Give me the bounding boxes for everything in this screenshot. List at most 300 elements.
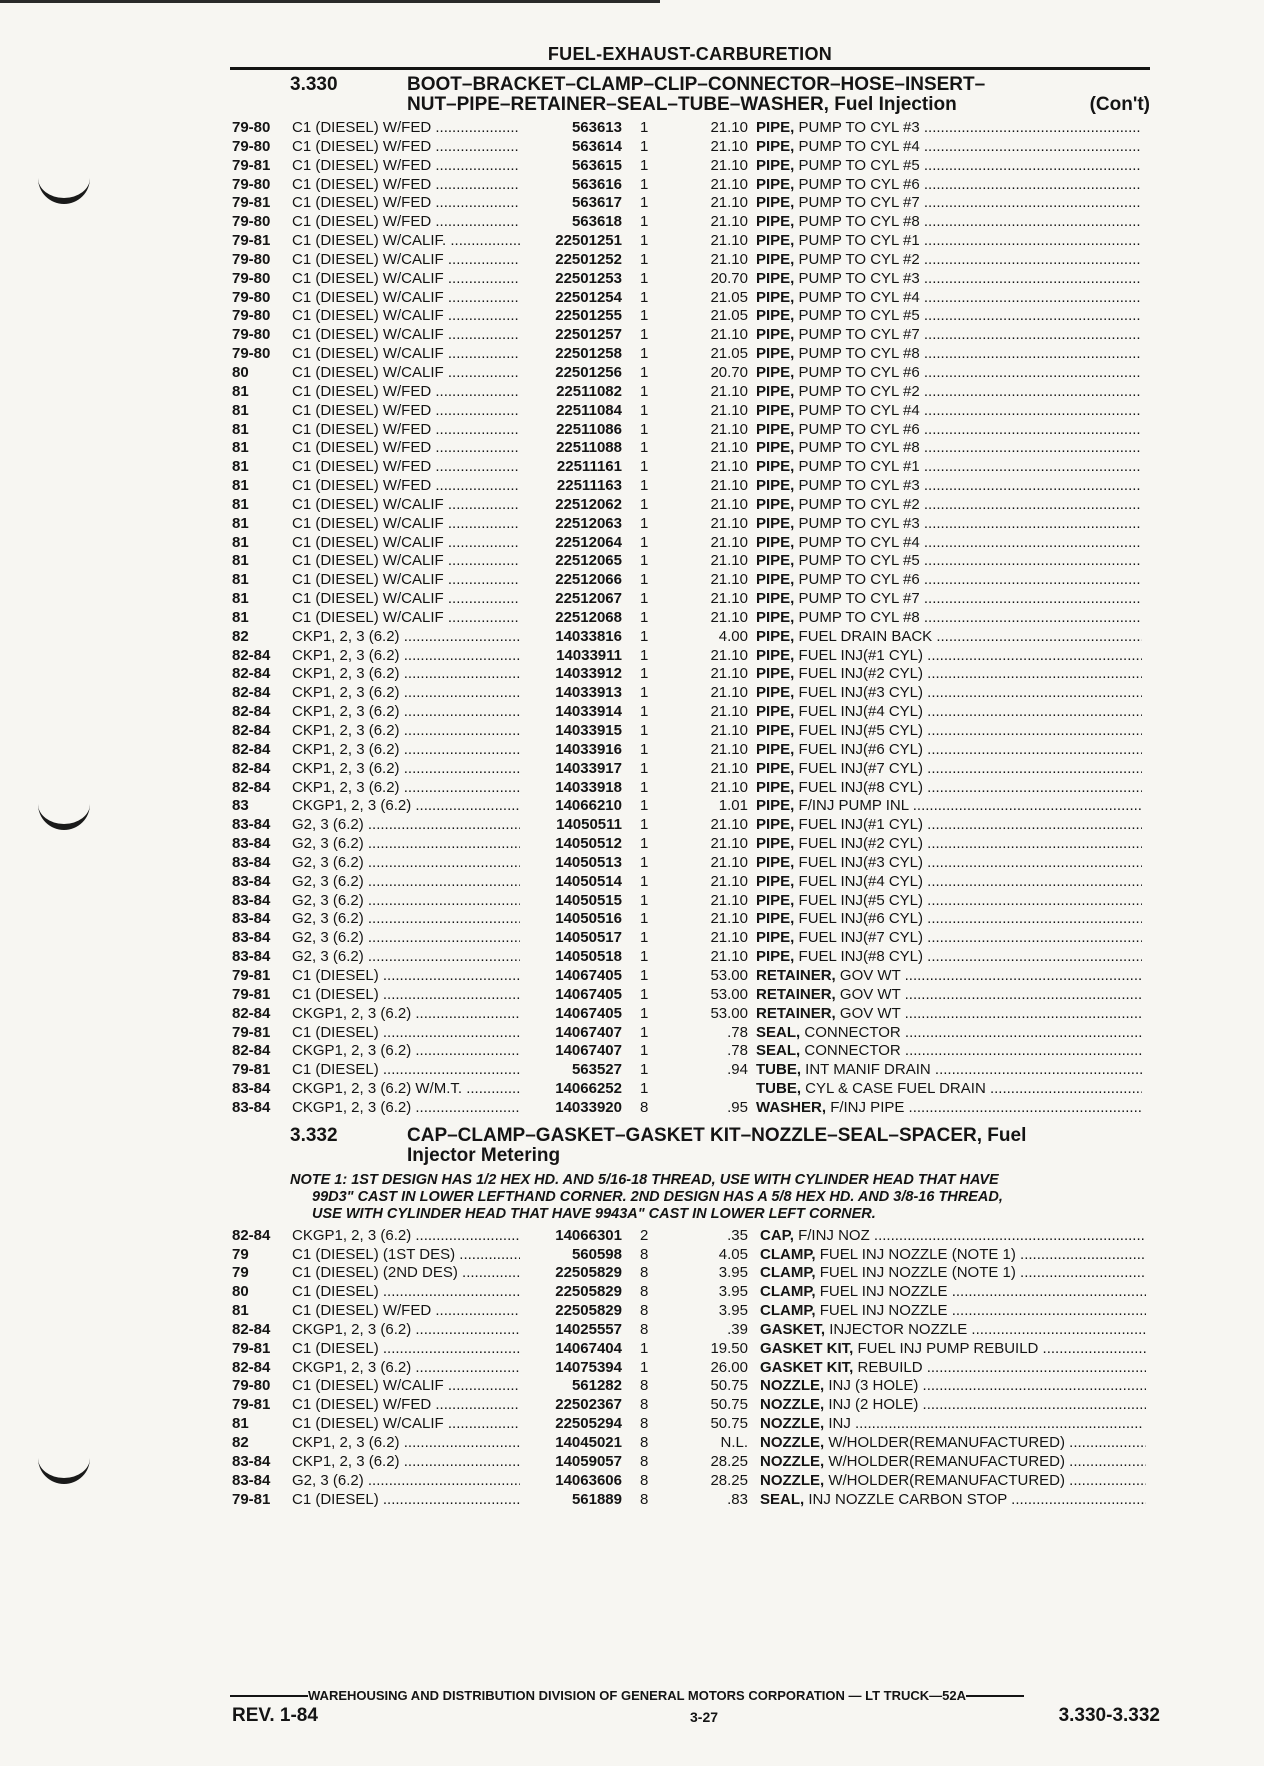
year-cell: 82-84 <box>232 646 271 664</box>
part-detail: PUMP TO CYL #4 <box>798 533 920 551</box>
description-cell <box>756 628 1142 647</box>
model-cell: C1 (DIESEL) W/FED ..... <box>292 477 572 496</box>
part-detail: PUMP TO CYL #3 <box>798 477 920 495</box>
model-cell: C1 (DIESEL) (2ND DES) ..... <box>292 1264 572 1283</box>
price-cell: 21.10 <box>710 948 748 966</box>
punch-hole-middle <box>38 796 90 830</box>
price-cell: 53.00 <box>710 1004 748 1022</box>
part-type: PIPE, <box>756 948 795 966</box>
model-cell: C1 (DIESEL) ..... <box>292 1491 572 1510</box>
part-number-cell: 14045021 <box>520 1434 622 1453</box>
description-cell <box>756 439 1142 458</box>
description-cell <box>756 515 1142 534</box>
part-type: PIPE, <box>756 514 795 532</box>
quantity-cell: 1 <box>640 345 649 363</box>
year-cell: 81 <box>232 533 249 551</box>
part-detail: PUMP TO CYL #4 <box>798 137 920 155</box>
table-row <box>230 1491 1150 1510</box>
description-cell <box>756 496 1142 515</box>
description-cell <box>756 892 1142 911</box>
part-type: CLAMP, <box>760 1264 816 1282</box>
part-number-cell: 14033816 <box>520 628 622 647</box>
description-cell <box>756 383 1142 402</box>
price-cell: N.L. <box>720 1434 748 1451</box>
quantity-cell: 1 <box>640 552 649 570</box>
quantity-cell: 8 <box>640 1264 649 1282</box>
quantity-cell: 8 <box>640 1452 649 1470</box>
part-type: PIPE, <box>756 891 795 909</box>
table-row <box>230 929 1150 948</box>
page-title: FUEL-EXHAUST-CARBURETION <box>547 44 833 64</box>
table-row <box>230 703 1150 722</box>
part-number-cell: 22512062 <box>520 496 622 515</box>
part-number-cell: 563617 <box>520 194 622 213</box>
price-cell: 50.75 <box>710 1415 748 1433</box>
year-cell: 81 <box>232 420 249 438</box>
table-row <box>230 986 1150 1005</box>
model-cell: C1 (DIESEL) W/CALIF ..... <box>292 307 572 326</box>
description-cell <box>756 609 1142 628</box>
quantity-cell: 1 <box>640 307 649 325</box>
price-cell: 3.95 <box>718 1264 748 1282</box>
table-row <box>230 496 1150 515</box>
part-detail: FUEL INJ(#7 CYL) <box>798 759 924 777</box>
part-detail: PUMP TO CYL #4 <box>798 288 920 306</box>
part-type: PIPE, <box>756 363 795 381</box>
description-cell <box>756 647 1142 666</box>
quantity-cell: 1 <box>640 477 649 495</box>
year-cell: 79-81 <box>232 194 271 212</box>
table-row <box>230 439 1150 458</box>
part-detail: FUEL INJ(#8 CYL) <box>798 778 924 796</box>
quantity-cell: 8 <box>640 1377 649 1395</box>
price-cell: 21.10 <box>710 194 748 212</box>
year-cell: 81 <box>232 552 249 570</box>
model-cell: CKGP1, 2, 3 (6.2) ..... <box>292 1005 572 1024</box>
price-cell: .78 <box>727 1023 748 1041</box>
model-cell: CKGP1, 2, 3 (6.2) ..... <box>292 1321 572 1340</box>
part-number-cell: 14066252 <box>520 1080 622 1099</box>
part-detail: PUMP TO CYL #1 <box>798 232 920 250</box>
quantity-cell: 1 <box>640 948 649 966</box>
quantity-cell: 1 <box>640 740 649 758</box>
price-cell: 21.10 <box>710 835 748 853</box>
part-type: PIPE, <box>756 835 795 853</box>
year-cell: 82-84 <box>232 684 271 702</box>
description-cell <box>756 251 1142 270</box>
part-type: PIPE, <box>756 401 795 419</box>
quantity-cell: 1 <box>640 835 649 853</box>
model-cell: C1 (DIESEL) W/CALIF ..... <box>292 1415 572 1434</box>
model-cell: G2, 3 (6.2) ..... <box>292 948 572 967</box>
part-number-cell: 561282 <box>520 1377 622 1396</box>
year-cell: 79-80 <box>232 175 271 193</box>
model-cell: G2, 3 (6.2) ..... <box>292 873 572 892</box>
description-cell <box>756 854 1142 873</box>
header-rule <box>230 67 1150 70</box>
model-cell: C1 (DIESEL) W/FED ..... <box>292 421 572 440</box>
year-cell: 82-84 <box>232 665 271 683</box>
table-row <box>230 1472 1150 1491</box>
part-type: PIPE, <box>756 307 795 325</box>
table-row <box>230 552 1150 571</box>
quantity-cell: 1 <box>640 156 649 174</box>
part-detail: PUMP TO CYL #2 <box>798 495 920 513</box>
description-cell <box>756 458 1142 477</box>
part-type: RETAINER, <box>756 1004 836 1022</box>
part-number-cell: 14067405 <box>520 1005 622 1024</box>
year-cell: 81 <box>232 382 249 400</box>
quantity-cell: 1 <box>640 571 649 589</box>
quantity-cell: 1 <box>640 213 649 231</box>
quantity-cell: 1 <box>640 514 649 532</box>
price-cell: 26.00 <box>710 1358 748 1376</box>
table-row <box>230 1080 1150 1099</box>
part-number-cell: 22511161 <box>520 458 622 477</box>
table-row <box>230 458 1150 477</box>
table-row <box>230 138 1150 157</box>
description-cell <box>756 1099 1142 1118</box>
table-row <box>230 892 1150 911</box>
year-cell: 81 <box>232 608 249 626</box>
price-cell: .95 <box>727 1098 748 1116</box>
description-cell <box>756 929 1142 948</box>
part-detail: GOV WT <box>839 985 901 1003</box>
model-cell: C1 (DIESEL) ..... <box>292 1283 572 1302</box>
table-row <box>230 213 1150 232</box>
part-number-cell: 22505829 <box>520 1264 622 1283</box>
price-cell: .94 <box>727 1061 748 1079</box>
quantity-cell: 1 <box>640 703 649 721</box>
price-cell: 53.00 <box>710 985 748 1003</box>
description-cell <box>756 873 1142 892</box>
part-detail: INJECTOR NOZZLE <box>829 1320 968 1338</box>
table-row <box>230 628 1150 647</box>
model-cell: C1 (DIESEL) W/FED ..... <box>292 383 572 402</box>
price-cell: .39 <box>727 1320 748 1338</box>
part-detail: PUMP TO CYL #6 <box>798 175 920 193</box>
description-cell <box>760 1472 1146 1491</box>
description-cell <box>756 571 1142 590</box>
part-type: PIPE, <box>756 288 795 306</box>
part-number-cell: 14033916 <box>520 741 622 760</box>
model-cell: C1 (DIESEL) W/CALIF ..... <box>292 496 572 515</box>
part-detail: W/HOLDER(REMANUFACTURED) <box>828 1434 1066 1451</box>
year-cell: 83-84 <box>232 1471 271 1489</box>
part-type: RETAINER, <box>756 966 836 984</box>
table-row <box>230 1321 1150 1340</box>
model-cell: C1 (DIESEL) W/FED ..... <box>292 157 572 176</box>
part-number-cell: 22501256 <box>520 364 622 383</box>
description-cell <box>756 779 1142 798</box>
year-cell: 83 <box>232 797 249 815</box>
price-cell: 4.05 <box>718 1245 748 1263</box>
model-cell: C1 (DIESEL) W/CALIF ..... <box>292 326 572 345</box>
model-cell: C1 (DIESEL) ..... <box>292 1024 572 1043</box>
year-cell: 79-80 <box>232 307 271 325</box>
model-cell: C1 (DIESEL) W/FED ..... <box>292 119 572 138</box>
table-row <box>230 383 1150 402</box>
part-number-cell: 14033917 <box>520 760 622 779</box>
part-number-cell: 22501258 <box>520 345 622 364</box>
description-cell <box>756 402 1142 421</box>
quantity-cell: 1 <box>640 495 649 513</box>
quantity-cell: 8 <box>640 1415 649 1433</box>
scan-top-edge <box>0 0 660 3</box>
description-cell <box>760 1415 1146 1434</box>
part-type: SEAL, <box>756 1042 801 1060</box>
part-type: PIPE, <box>756 910 795 928</box>
part-type: PIPE, <box>756 590 795 608</box>
quantity-cell: 1 <box>640 382 649 400</box>
year-cell: 79-81 <box>232 966 271 984</box>
price-cell: 21.10 <box>710 590 748 608</box>
section-title-line2: NUT–PIPE–RETAINER–SEAL–TUBE–WASHER, Fuel Injection (Con't) <box>407 94 1150 115</box>
table-row <box>230 1340 1150 1359</box>
model-cell: C1 (DIESEL) ..... <box>292 986 572 1005</box>
section-number: 3.330 <box>290 74 338 95</box>
part-number-cell: 563615 <box>520 157 622 176</box>
table-row <box>230 1434 1150 1453</box>
part-type: SEAL, <box>756 1023 801 1041</box>
note-line: USE WITH CYLINDER HEAD THAT HAVE 9943A" CAST IN LOWER LEFT CORNER. <box>312 1205 876 1222</box>
table-row <box>230 609 1150 628</box>
table-row <box>230 816 1150 835</box>
model-cell: G2, 3 (6.2) ..... <box>292 929 572 948</box>
year-cell: 79-81 <box>232 232 271 250</box>
part-number-cell: 14059057 <box>520 1453 622 1472</box>
note-1 <box>290 1172 1150 1223</box>
part-detail: FUEL INJ PUMP REBUILD <box>857 1339 1039 1357</box>
year-cell: 83-84 <box>232 929 271 947</box>
part-detail: REBUILD <box>857 1358 923 1376</box>
year-cell: 82-84 <box>232 1042 271 1060</box>
quantity-cell: 1 <box>640 590 649 608</box>
price-cell: .78 <box>727 1042 748 1060</box>
part-type: PIPE, <box>756 571 795 589</box>
year-cell: 83-84 <box>232 835 271 853</box>
quantity-cell: 1 <box>640 891 649 909</box>
price-cell: 3.95 <box>718 1283 748 1301</box>
quantity-cell: 1 <box>640 985 649 1003</box>
part-detail: CONNECTOR <box>804 1042 901 1060</box>
part-number-cell: 14033912 <box>520 665 622 684</box>
part-type: PIPE, <box>756 853 795 871</box>
part-number-cell: 563616 <box>520 176 622 195</box>
part-type: PIPE, <box>756 778 795 796</box>
part-type: PIPE, <box>756 929 795 947</box>
year-cell: 79-81 <box>232 1396 271 1414</box>
part-detail: PUMP TO CYL #7 <box>798 326 920 344</box>
part-number-cell: 560598 <box>520 1246 622 1265</box>
description-cell <box>760 1246 1146 1265</box>
quantity-cell: 1 <box>640 1339 649 1357</box>
table-row <box>230 1042 1150 1061</box>
part-type: RETAINER, <box>756 985 836 1003</box>
part-detail: FUEL INJ NOZZLE (NOTE 1) <box>819 1245 1016 1263</box>
part-type: CAP, <box>760 1226 794 1244</box>
part-number-cell: 22501252 <box>520 251 622 270</box>
price-cell: 21.10 <box>710 119 748 136</box>
part-type: CLAMP, <box>760 1302 816 1320</box>
year-cell: 82 <box>232 627 249 645</box>
part-number-cell: 563613 <box>520 119 622 138</box>
description-cell <box>756 1080 1142 1099</box>
part-type: NOZZLE, <box>760 1471 825 1489</box>
description-cell <box>756 722 1142 741</box>
year-cell: 81 <box>232 495 249 513</box>
part-type: PIPE, <box>756 156 795 174</box>
price-cell: 21.10 <box>710 477 748 495</box>
part-type: PIPE, <box>756 608 795 626</box>
table-row <box>230 722 1150 741</box>
section-title-line1: CAP–CLAMP–GASKET–GASKET KIT–NOZZLE–SEAL–SPACER, Fuel <box>407 1124 1027 1146</box>
part-detail: GOV WT <box>839 966 901 984</box>
description-cell <box>760 1377 1146 1396</box>
part-number-cell: 14033914 <box>520 703 622 722</box>
description-cell <box>756 345 1142 364</box>
catalog-page <box>230 44 1150 1509</box>
model-cell: C1 (DIESEL) ..... <box>292 1061 572 1080</box>
table-row <box>230 270 1150 289</box>
year-cell: 81 <box>232 590 249 608</box>
year-cell: 81 <box>232 439 249 457</box>
part-number-cell: 14050515 <box>520 892 622 911</box>
part-detail: PUMP TO CYL #5 <box>798 307 920 325</box>
quantity-cell: 1 <box>640 722 649 739</box>
model-cell: CKGP1, 2, 3 (6.2) ..... <box>292 1359 572 1378</box>
quantity-cell: 8 <box>640 1490 649 1508</box>
table-row <box>230 1264 1150 1283</box>
part-detail: FUEL INJ(#5 CYL) <box>798 722 924 739</box>
description-cell <box>756 270 1142 289</box>
price-cell: 28.25 <box>710 1452 748 1470</box>
description-cell <box>760 1283 1146 1302</box>
part-detail: FUEL INJ(#1 CYL) <box>798 816 924 834</box>
table-row <box>230 910 1150 929</box>
description-cell <box>756 816 1142 835</box>
quantity-cell: 1 <box>640 269 649 287</box>
part-type: PIPE, <box>756 232 795 250</box>
part-number-cell: 14033920 <box>520 1099 622 1118</box>
model-cell: C1 (DIESEL) W/FED ..... <box>292 1396 572 1415</box>
table-row <box>230 534 1150 553</box>
table-row <box>230 571 1150 590</box>
quantity-cell: 1 <box>640 966 649 984</box>
part-detail: PUMP TO CYL #2 <box>798 382 920 400</box>
part-detail: PUMP TO CYL #1 <box>798 458 920 476</box>
table-row <box>230 873 1150 892</box>
parts-table-3330 <box>230 119 1150 1118</box>
quantity-cell: 1 <box>640 232 649 250</box>
price-cell: 21.10 <box>710 250 748 268</box>
part-number-cell: 14067404 <box>520 1340 622 1359</box>
year-cell: 82 <box>232 1434 249 1451</box>
price-cell: 21.10 <box>710 156 748 174</box>
model-cell: C1 (DIESEL) W/CALIF ..... <box>292 534 572 553</box>
year-cell: 83-84 <box>232 816 271 834</box>
table-row <box>230 421 1150 440</box>
part-type: PIPE, <box>756 420 795 438</box>
part-type: PIPE, <box>756 477 795 495</box>
quantity-cell: 8 <box>640 1245 649 1263</box>
part-detail: PUMP TO CYL #3 <box>798 119 920 136</box>
table-row <box>230 1396 1150 1415</box>
year-cell: 82-84 <box>232 722 271 739</box>
description-cell <box>756 119 1142 138</box>
part-number-cell: 14050518 <box>520 948 622 967</box>
part-type: PIPE, <box>756 213 795 231</box>
model-cell: C1 (DIESEL) W/FED ..... <box>292 213 572 232</box>
part-detail: PUMP TO CYL #8 <box>798 213 920 231</box>
part-number-cell: 14033911 <box>520 647 622 666</box>
model-cell: CKP1, 2, 3 (6.2) ..... <box>292 779 572 798</box>
table-row <box>230 1024 1150 1043</box>
quantity-cell: 1 <box>640 1042 649 1060</box>
part-number-cell: 14066301 <box>520 1227 622 1246</box>
table-row <box>230 477 1150 496</box>
model-cell: CKP1, 2, 3 (6.2) ..... <box>292 703 572 722</box>
part-type: TUBE, <box>756 1061 801 1079</box>
part-number-cell: 22511088 <box>520 439 622 458</box>
quantity-cell: 1 <box>640 1023 649 1041</box>
quantity-cell: 1 <box>640 816 649 834</box>
quantity-cell: 1 <box>640 627 649 645</box>
quantity-cell: 1 <box>640 910 649 928</box>
year-cell: 82-84 <box>232 778 271 796</box>
quantity-cell: 8 <box>640 1302 649 1320</box>
model-cell: G2, 3 (6.2) ..... <box>292 892 572 911</box>
year-cell: 83-84 <box>232 910 271 928</box>
price-cell: 21.05 <box>710 307 748 325</box>
quantity-cell: 8 <box>640 1098 649 1116</box>
price-cell: 21.05 <box>710 288 748 306</box>
table-row <box>230 176 1150 195</box>
quantity-cell: 1 <box>640 250 649 268</box>
model-cell: C1 (DIESEL) W/CALIF. ..... <box>292 232 572 251</box>
part-number-cell: 14050511 <box>520 816 622 835</box>
part-detail: FUEL INJ(#3 CYL) <box>798 853 924 871</box>
punch-hole-bottom <box>38 1450 90 1484</box>
price-cell: 21.10 <box>710 703 748 721</box>
table-row <box>230 665 1150 684</box>
price-cell: 21.10 <box>710 514 748 532</box>
part-number-cell: 14033915 <box>520 722 622 741</box>
part-type: PIPE, <box>756 740 795 758</box>
description-cell <box>760 1227 1146 1246</box>
model-cell: CKP1, 2, 3 (6.2) ..... <box>292 665 572 684</box>
model-cell: G2, 3 (6.2) ..... <box>292 1472 572 1491</box>
part-detail: CONNECTOR <box>804 1023 901 1041</box>
part-type: PIPE, <box>756 816 795 834</box>
quantity-cell: 1 <box>640 1358 649 1376</box>
part-type: GASKET KIT, <box>760 1339 854 1357</box>
price-cell: 21.10 <box>710 853 748 871</box>
model-cell: C1 (DIESEL) W/CALIF ..... <box>292 251 572 270</box>
description-cell <box>756 364 1142 383</box>
part-detail: FUEL INJ NOZZLE <box>819 1302 948 1320</box>
price-cell: 21.10 <box>710 929 748 947</box>
part-number-cell: 563527 <box>520 1061 622 1080</box>
year-cell: 79-80 <box>232 119 271 136</box>
part-detail: FUEL INJ(#2 CYL) <box>798 835 924 853</box>
table-row <box>230 1099 1150 1118</box>
part-number-cell: 22512063 <box>520 515 622 534</box>
part-detail: F/INJ PUMP INL <box>798 797 909 815</box>
table-row <box>230 1005 1150 1024</box>
table-row <box>230 797 1150 816</box>
year-cell: 83-84 <box>232 891 271 909</box>
